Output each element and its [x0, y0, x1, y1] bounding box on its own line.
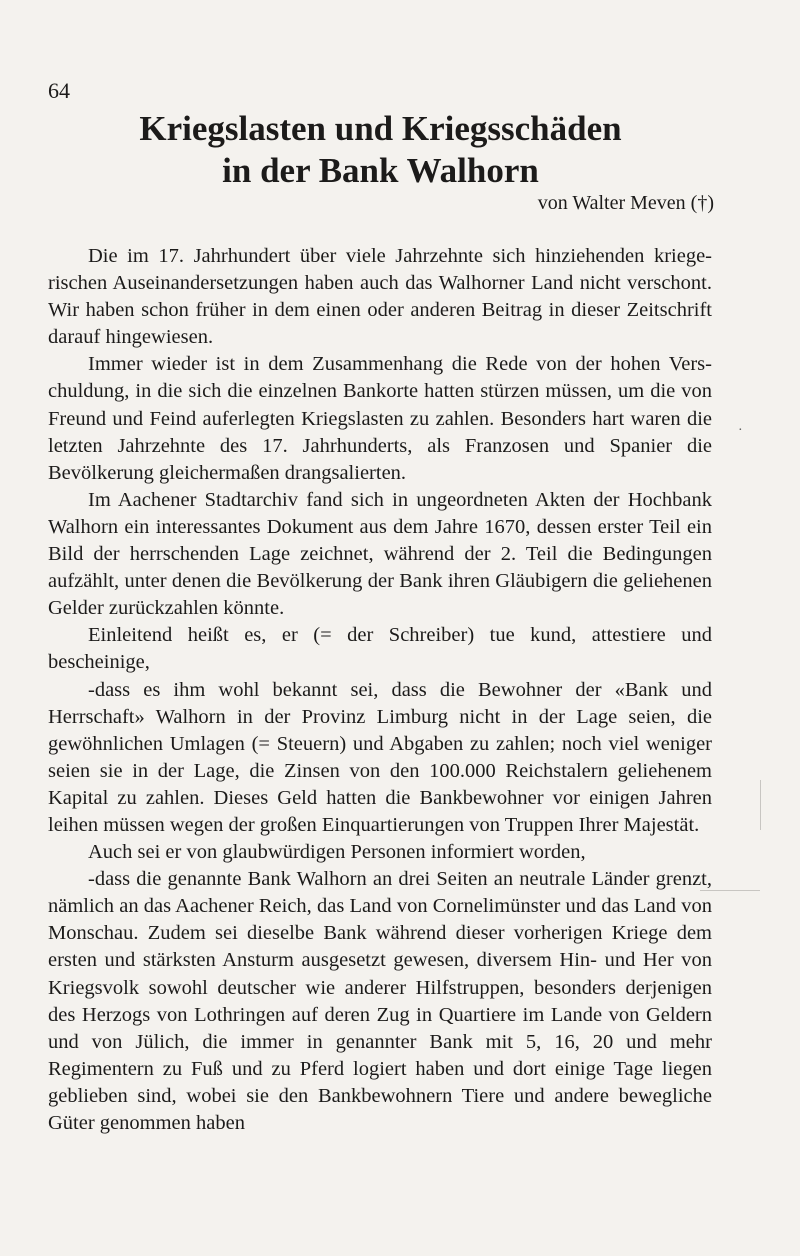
paragraph-3: Im Aachener Stadtarchiv fand sich in ungeordneten Akten der Hochbank Walhorn ein interessantes Dokument aus dem Jahre 1670, dessen erster Teil ein Bild der herrschenden Lage zeichnet, während der 2. Teil die Bedingungen aufzählt, unter denen die Bevölkerung der Bank ihren Gläubigern die geliehenen Gelder zurückzahlen könnte.: [48, 488, 712, 620]
paragraph-5: -dass es ihm wohl bekannt sei, dass die Bewohner der «Bank und Herrschaft» Walhorn in der Provinz Limburg nicht in der Lage seien, die gewöhnlichen Umlagen (= Steuern) und Abgaben zu zahlen; noch viel weniger seien sie in der Lage, die Zinsen von den 100.000 Reichstalern geliehenem Kapital zu zahlen. Dieses Geld hatten die Bankbewohner vor einigen Jahren leihen müssen wegen der großen Einquartierungen von Truppen Ihrer Majestät.: [48, 678, 712, 836]
margin-dot: ·: [738, 423, 743, 438]
title-line-1: Kriegslasten und Kriegsschäden: [139, 109, 622, 148]
article-title: [48, 108, 713, 192]
page-number: 64: [48, 78, 70, 103]
article-body: [48, 243, 712, 1137]
paragraph-2: Immer wieder ist in dem Zusammenhang die Rede von der hohen Verschuldung, in die sich die einzelnen Bankorte hatten stürzen müssen, um die von Freund und Feind auferlegten Kriegslasten zu zahlen. Besonders hart waren die letzten Jahrzehnte des 17. Jahrhunderts, als Franzosen und Spanier die Bevölkerung gleichermaßen drangsalierten.: [48, 353, 712, 484]
author-byline: von Walter Meven (†): [537, 192, 714, 214]
paragraph-7: -dass die genannte Bank Walhorn an drei Seiten an neutrale Länder grenzt, nämlich an das Aachener Reich, das Land von Cornelimünster und das Land von Monschau. Zudem sei dieselbe Bank während dieser vorherigen Kriege dem ersten und stärksten Ansturm ausgesetzt gewesen, diversem Hin- und Her von Kriegsvolk sowohl deutscher wie anderer Hilfstruppen, besonders derjenigen des Herzogs von Lothringen auf deren Zug in Quartiere im Lande von Geldern und von Jülich, die immer in genannter Bank mit 5, 16, 20 und mehr Regimentern zu Fuß und zu Pferd logiert haben und dort einige Tage liegen geblieben sind, wobei sie den Bankbewohnern Tiere und andere bewegliche Güter genommen haben: [48, 868, 712, 1134]
paragraph-1: Die im 17. Jahrhundert über viele Jahrzehnte sich hinziehenden kriegerischen Auseinandersetzungen haben auch das Walhorner Land nicht verschont. Wir haben schon früher in dem einen oder anderen Beitrag in dieser Zeitschrift darauf hingewiesen.: [48, 245, 712, 349]
paragraph-4: Einleitend heißt es, er (= der Schreiber) tue kund, attestiere und bescheinige,: [48, 624, 712, 674]
paragraph-6: Auch sei er von glaubwürdigen Personen informiert worden,: [88, 841, 586, 864]
title-line-2: in der Bank Walhorn: [222, 151, 539, 190]
margin-rule: [760, 780, 761, 830]
